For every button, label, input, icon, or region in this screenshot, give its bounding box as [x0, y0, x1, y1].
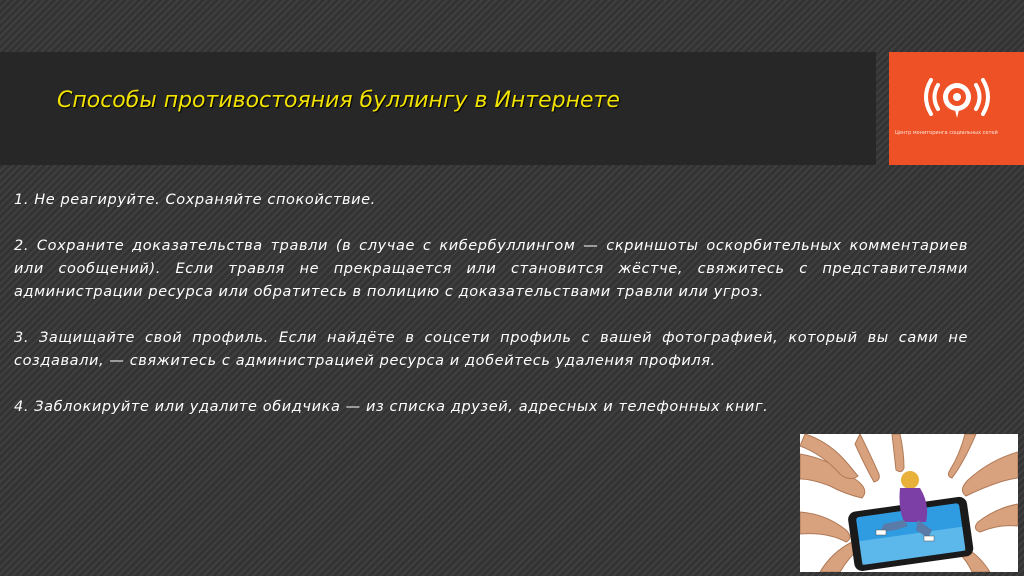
point-4: 4. Заблокируйте или удалите обидчика — из списка друзей, адресных и телефонных книг.	[14, 399, 769, 415]
broadcast-eye-icon	[917, 70, 997, 124]
point-1: 1. Не реагируйте. Сохраняйте спокойствие.	[14, 192, 376, 208]
point-2: 2. Сохраните доказательства травли (в случае с кибербуллингом — скриншоты оскорбительных комментариев или сообщений). Если травля не прекращается или становится жёстче, свяжитесь с представителями администрации ресурса или обратитесь в полицию с доказательствами травли или угроз.	[14, 238, 968, 300]
logo-box	[889, 52, 1024, 165]
logo-caption: Центр мониторинга социальных сетей	[895, 130, 998, 136]
point-3: 3. Защищайте свой профиль. Если найдёте в соцсети профиль с вашей фотографией, который вы сами не создавали, — свяжитесь с администрацией ресурса и добейтесь удаления профиля.	[14, 330, 968, 369]
hands-reaching-phone-illustration	[800, 434, 1018, 572]
slide-content	[14, 189, 968, 419]
slide-title: Способы противостояния буллингу в Интернете	[57, 88, 620, 113]
illustration-photo	[800, 434, 1018, 572]
